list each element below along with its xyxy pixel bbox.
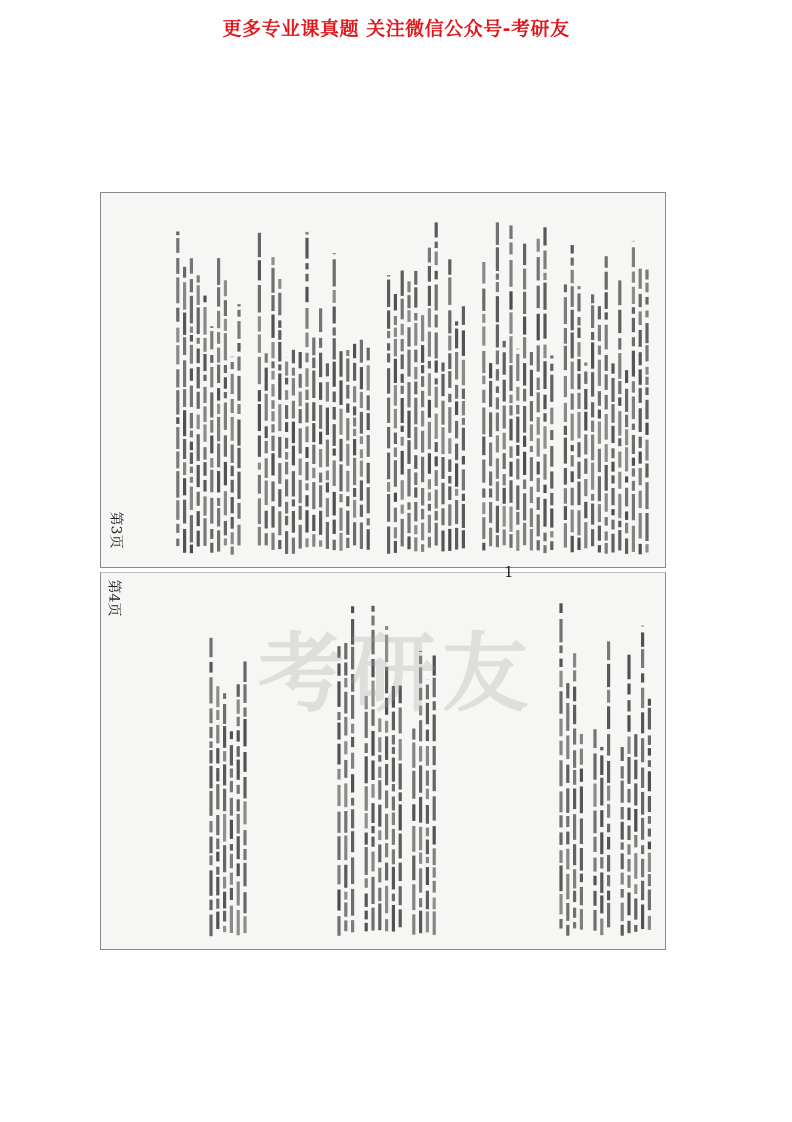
scanned-exam-page-1 — [100, 192, 666, 568]
scan-1-text-lines — [101, 193, 665, 567]
scan-1-page-number: 第3页 — [107, 511, 124, 549]
watermark: 考研友 — [258, 624, 534, 724]
promo-banner: 更多专业课真题 关注微信公众号-考研友 — [222, 18, 570, 40]
scan-2-text-lines — [101, 573, 665, 949]
scan-2-page-number: 第4页 — [105, 579, 122, 617]
page-fold-mark: 1 — [504, 563, 514, 581]
scanned-exam-page-2 — [100, 572, 666, 950]
